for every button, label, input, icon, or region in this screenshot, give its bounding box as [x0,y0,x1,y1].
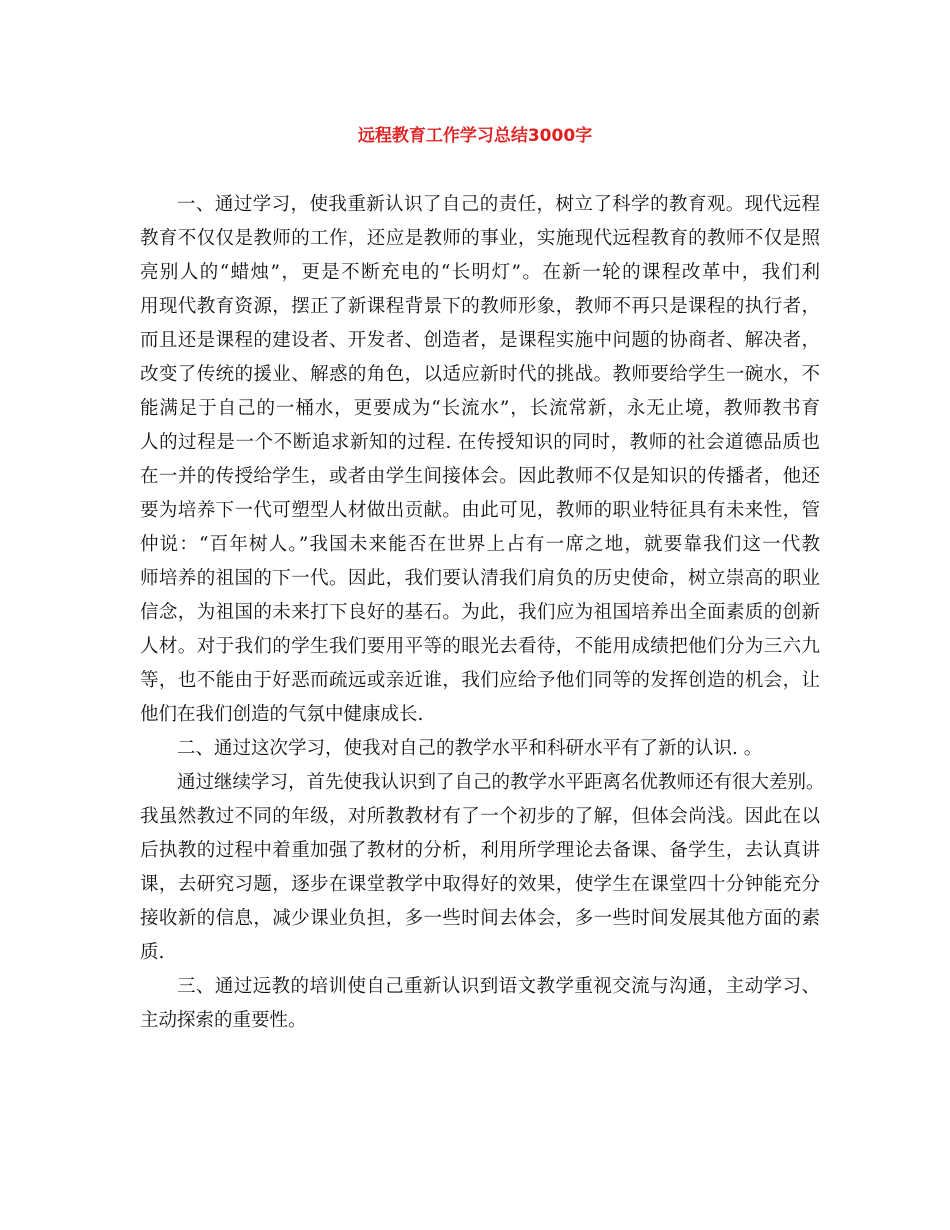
body-line: 用现代教育资源，摆正了新课程背景下的教师形象，教师不再只是课程的执行者， [140,296,820,317]
body-line: 能满足于自己的一桶水，更要成为“长流水”，长流常新，永无止境，教师教书育 [140,398,820,419]
body-line: 信念，为祖国的未来打下良好的基石。为此，我们应为祖国培养出全面素质的创新 [140,602,820,623]
body-line: 课，去研究习题，逐步在课堂教学中取得好的效果，使学生在课堂四十分钟能充分 [140,874,820,895]
body-line: 教育不仅仅是教师的工作，还应是教师的事业，实施现代远程教育的教师不仅是照 [140,228,820,249]
body-line: 后执教的过程中着重加强了教材的分析，利用所学理论去备课、备学生，去认真讲 [140,840,820,861]
body-line: 在一并的传授给学生，或者由学生间接体会。因此教师不仅是知识的传播者，他还 [140,466,820,487]
document-title: 远程教育工作学习总结3000字 [357,126,593,146]
body-line: 等，也不能由于好恶而疏远或亲近谁，我们应给予他们同等的发挥创造的机会，让 [140,670,820,691]
body-line: 三、通过远教的培训使自己重新认识到语文教学重视交流与沟通，主动学习、 [177,976,820,997]
body-line: 我虽然教过不同的年级，对所教教材有了一个初步的了解，但体会尚浅。因此在以 [140,806,820,827]
body-line: 人材。对于我们的学生我们要用平等的眼光去看待，不能用成绩把他们分为三六九 [140,636,820,657]
body-line: 人的过程是一个不断追求新知的过程. 在传授知识的同时，教师的社会道德品质也 [140,432,820,453]
body-line: 要为培养下一代可塑型人材做出贡献。由此可见，教师的职业特征具有未来性，管 [140,500,820,521]
body-line: 亮别人的“蜡烛”，更是不断充电的“长明灯”。在新一轮的课程改革中，我们利 [140,262,820,283]
body-line: 主动探索的重要性。 [140,1010,307,1031]
body-line: 他们在我们创造的气氛中健康成长. [140,704,424,725]
body-line: 一、通过学习，使我重新认识了自己的责任，树立了科学的教育观。现代远程 [177,194,820,215]
body-line: 二、通过这次学习，使我对自己的教学水平和科研水平有了新的认识. 。 [177,738,763,759]
body-line: 改变了传统的援业、解惑的角色，以适应新时代的挑战。教师要给学生一碗水，不 [140,364,820,385]
body-line: 接收新的信息，减少课业负担，多一些时间去体会，多一些时间发展其他方面的素 [140,908,820,929]
body-line: 仲说：“百年树人。”我国未来能否在世界上占有一席之地，就要靠我们这一代教 [140,534,820,555]
body-line: 质. [140,942,165,963]
body-line: 师培养的祖国的下一代。因此，我们要认清我们肩负的历史使命，树立崇高的职业 [140,568,820,589]
body-line: 通过继续学习，首先使我认识到了自己的教学水平距离名优教师还有很大差别。 [177,772,825,793]
body-line: 而且还是课程的建设者、开发者、创造者，是课程实施中问题的协商者、解决者， [140,330,820,351]
